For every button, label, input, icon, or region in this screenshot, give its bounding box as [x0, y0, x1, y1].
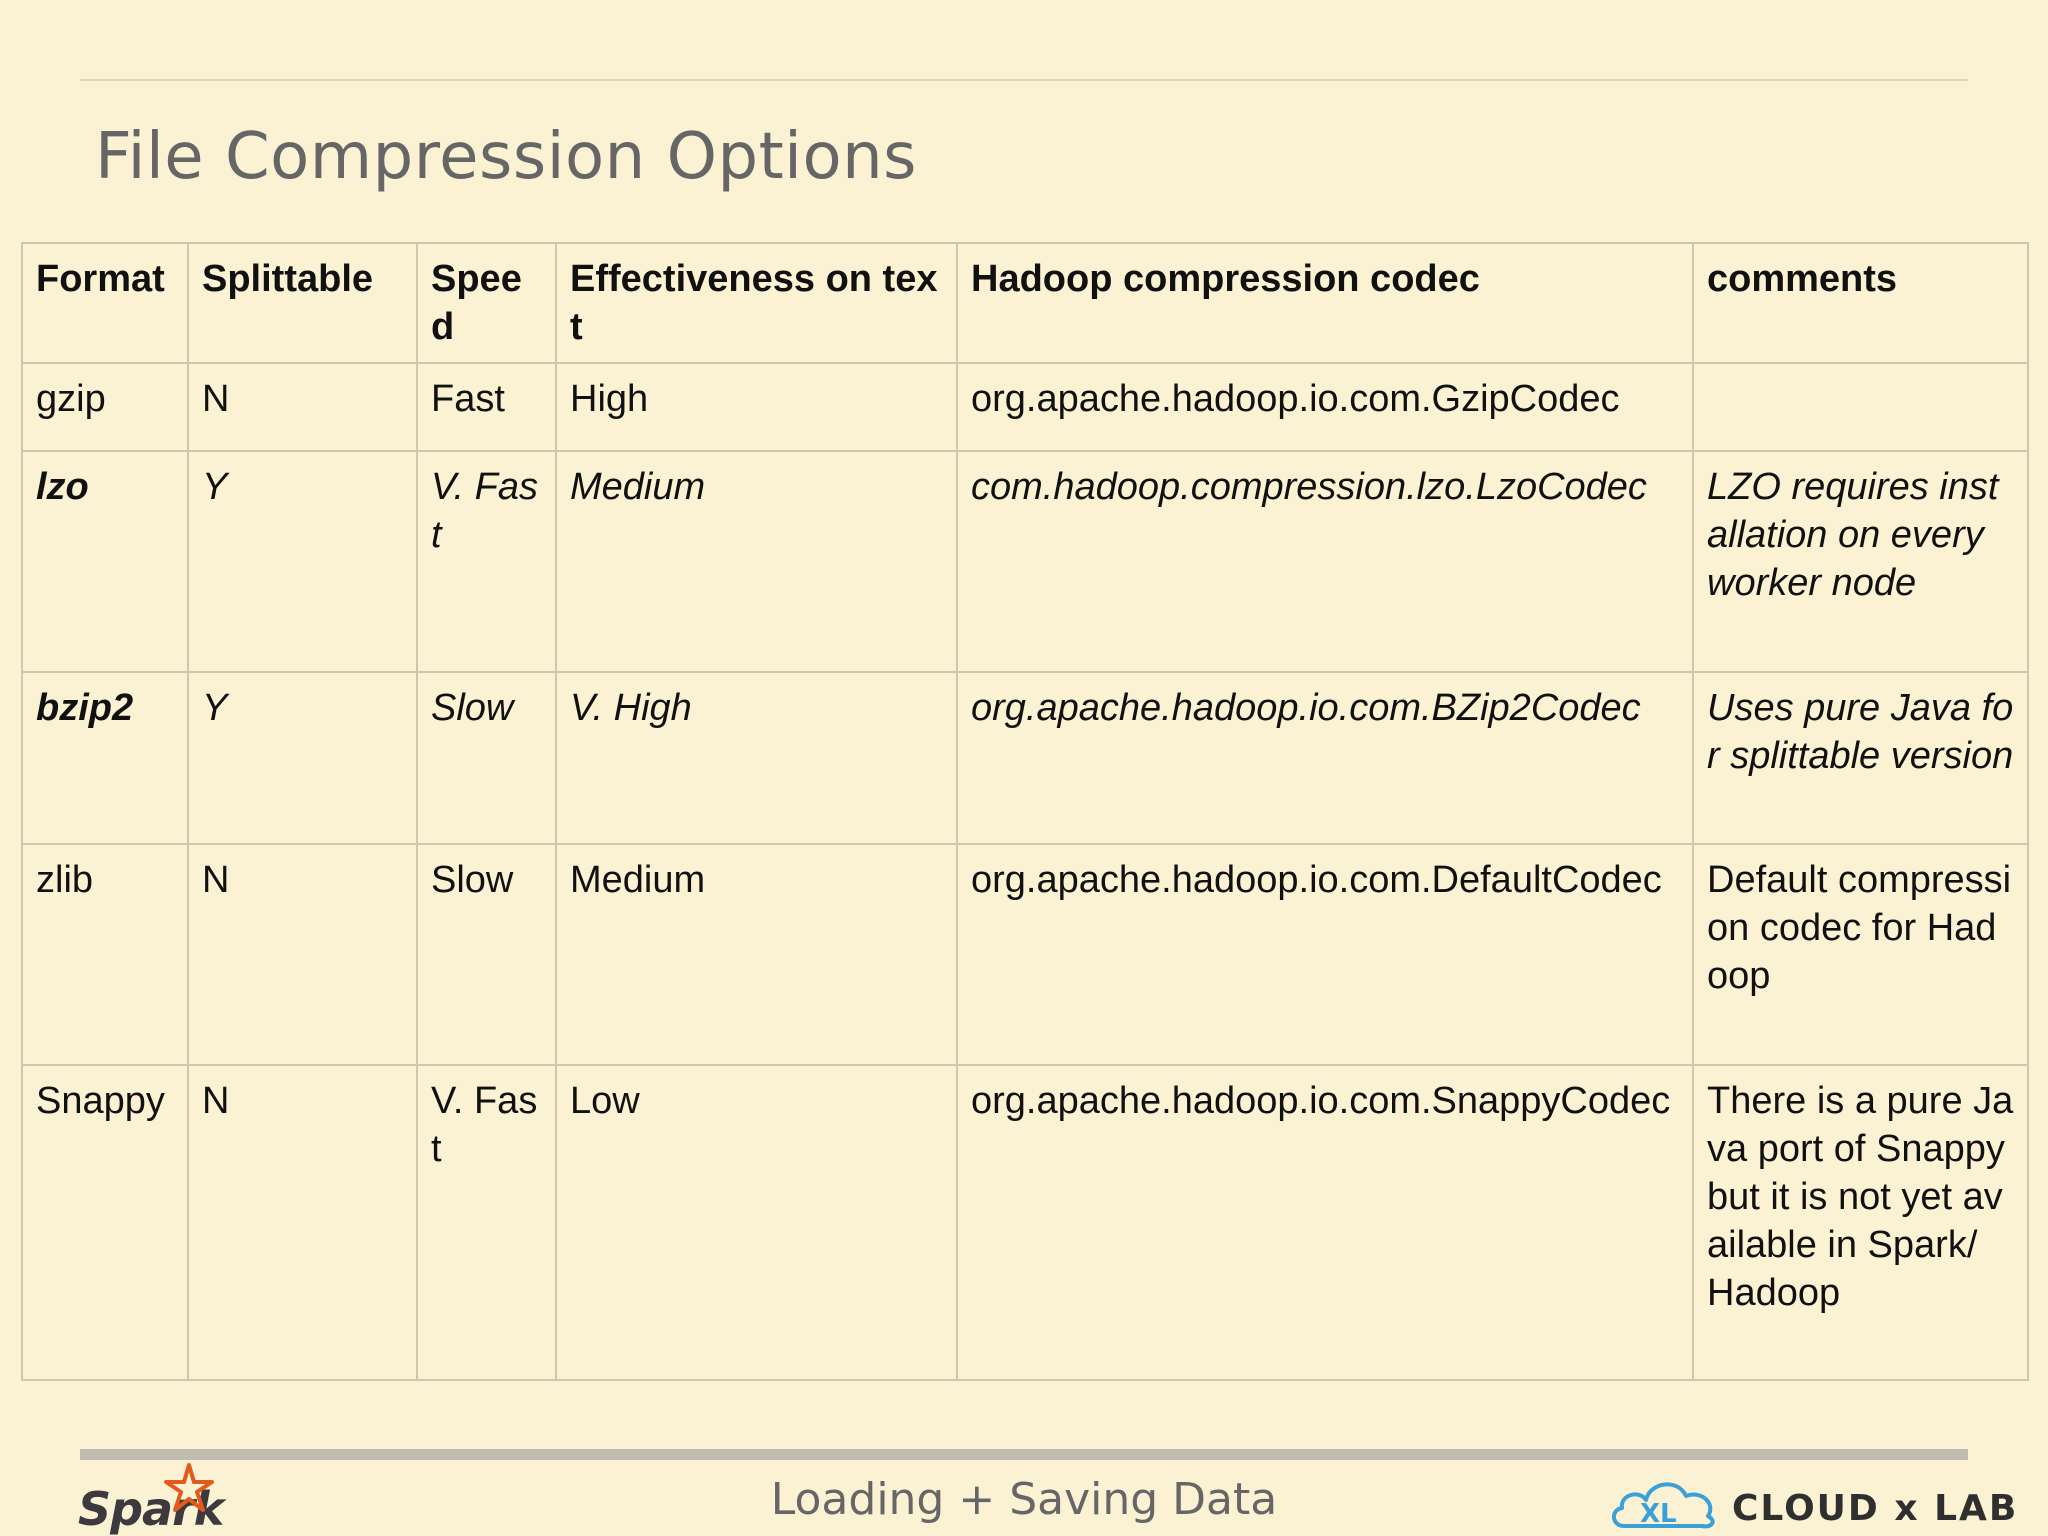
- cell-format: zlib: [22, 844, 188, 1065]
- cell-comments: Uses pure Java for splittable version: [1693, 672, 2028, 844]
- compression-table: [21, 242, 2029, 1381]
- cell-format: bzip2: [22, 672, 188, 844]
- cell-effectiveness: Medium: [556, 844, 957, 1065]
- cell-comments: Default compression codec for Hadoop: [1693, 844, 2028, 1065]
- cell-effectiveness: High: [556, 363, 957, 451]
- cell-codec: com.hadoop.compression.lzo.LzoCodec: [957, 451, 1693, 672]
- cell-splittable: Y: [188, 451, 417, 672]
- cell-format: lzo: [22, 451, 188, 672]
- cell-codec: org.apache.hadoop.io.com.GzipCodec: [957, 363, 1693, 451]
- cell-speed: Slow: [417, 672, 556, 844]
- cell-effectiveness: Low: [556, 1065, 957, 1380]
- cell-format: Snappy: [22, 1065, 188, 1380]
- cell-format: gzip: [22, 363, 188, 451]
- header-splittable: Splittable: [188, 243, 417, 363]
- cell-codec: org.apache.hadoop.io.com.BZip2Codec: [957, 672, 1693, 844]
- cell-effectiveness: V. High: [556, 672, 957, 844]
- slide-title: File Compression Options: [95, 120, 917, 194]
- header-comments: comments: [1693, 243, 2028, 363]
- cell-effectiveness: Medium: [556, 451, 957, 672]
- cell-speed: Slow: [417, 844, 556, 1065]
- footer-divider: [80, 1449, 1968, 1460]
- cloudxlab-logo: CLOUD x LAB: [1732, 1488, 2019, 1529]
- cell-splittable: N: [188, 363, 417, 451]
- cell-speed: V. Fast: [417, 1065, 556, 1380]
- footer-title: Loading + Saving Data: [770, 1474, 1278, 1525]
- table-row: [22, 1065, 2028, 1380]
- table-row: [22, 363, 2028, 451]
- cell-speed: Fast: [417, 363, 556, 451]
- cloudxlab-cloud-icon: [1610, 1470, 1722, 1530]
- header-codec: Hadoop compression codec: [957, 243, 1693, 363]
- header-effectiveness: Effectiveness on text: [556, 243, 957, 363]
- table-row: [22, 672, 2028, 844]
- cell-splittable: Y: [188, 672, 417, 844]
- cell-codec: org.apache.hadoop.io.com.DefaultCodec: [957, 844, 1693, 1065]
- cell-comments: LZO requires installation on every worker node: [1693, 451, 2028, 672]
- svg-text:XL: XL: [1640, 1499, 1677, 1529]
- header-speed: Spee d: [417, 243, 556, 363]
- spark-logo: Spark: [78, 1482, 224, 1536]
- cell-comments: There is a pure Java port of Snappy but it is not yet available in Spark/ Hadoop: [1693, 1065, 2028, 1380]
- cell-splittable: N: [188, 1065, 417, 1380]
- cell-codec: org.apache.hadoop.io.com.SnappyCodec: [957, 1065, 1693, 1380]
- table-row: [22, 451, 2028, 672]
- table-header-row: [22, 243, 2028, 363]
- cell-speed: V. Fast: [417, 451, 556, 672]
- top-divider: [80, 79, 1968, 81]
- cell-comments: [1693, 363, 2028, 451]
- header-format: Format: [22, 243, 188, 363]
- cell-splittable: N: [188, 844, 417, 1065]
- table-row: [22, 844, 2028, 1065]
